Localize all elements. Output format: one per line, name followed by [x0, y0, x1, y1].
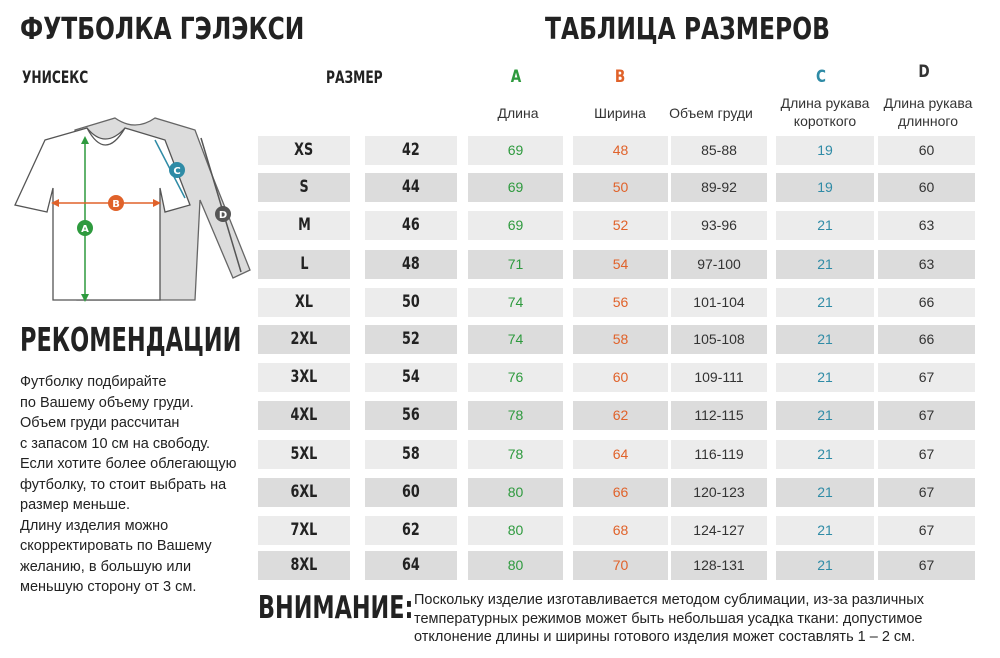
cell-eu-text: 62	[402, 520, 420, 540]
cell-size-text: 5XL	[290, 444, 318, 464]
cell-a: 69	[468, 173, 563, 202]
cell-chest: 93-96	[671, 211, 767, 240]
reco-line: с запасом 10 см на свободу.	[20, 435, 211, 452]
cell-b: 68	[573, 516, 668, 545]
cell-a: 80	[468, 551, 563, 580]
cell-size-text: L	[299, 254, 309, 274]
recommendations-text	[20, 372, 260, 598]
cell-eu	[365, 363, 457, 392]
cell-size	[258, 325, 350, 354]
reco-line: размер меньше.	[20, 497, 131, 513]
cell-a: 71	[468, 250, 563, 279]
cell-eu-text: 42	[402, 140, 420, 160]
reco-line: меньшую сторону от 3 см.	[20, 579, 197, 595]
cell-c: 21	[776, 288, 874, 317]
cell-eu-text: 52	[402, 329, 420, 349]
cell-size	[258, 288, 350, 317]
cell-d: 60	[878, 136, 975, 165]
cell-eu-text: 54	[402, 367, 420, 387]
marker-a-label: A	[81, 224, 89, 235]
reco-line: футболку, то стоит выбрать на	[20, 476, 227, 493]
cell-d: 63	[878, 250, 975, 279]
cell-d: 66	[878, 325, 975, 354]
cell-size-text: 2XL	[290, 329, 318, 349]
cell-d: 67	[878, 551, 975, 580]
column-b-header: Ширина	[594, 105, 646, 121]
column-a-letter: A	[510, 67, 522, 87]
size-column-header: РАЗМЕР	[326, 68, 383, 88]
cell-eu	[365, 440, 457, 469]
cell-c: 19	[776, 173, 874, 202]
cell-d: 67	[878, 363, 975, 392]
cell-b: 70	[573, 551, 668, 580]
cell-c: 21	[776, 478, 874, 507]
cell-size-text: S	[299, 177, 309, 197]
column-a-header: Длина	[497, 105, 539, 121]
cell-eu-text: 58	[402, 444, 420, 464]
cell-eu-text: 48	[402, 254, 420, 274]
cell-d: 67	[878, 401, 975, 430]
cell-eu	[365, 288, 457, 317]
cell-c: 21	[776, 325, 874, 354]
cell-b: 62	[573, 401, 668, 430]
cell-a: 74	[468, 325, 563, 354]
cell-c: 21	[776, 363, 874, 392]
cell-d: 67	[878, 440, 975, 469]
marker-c-label: C	[173, 166, 181, 177]
cell-size	[258, 401, 350, 430]
cell-c: 19	[776, 136, 874, 165]
cell-eu	[365, 136, 457, 165]
cell-size	[258, 173, 350, 202]
cell-eu-text: 50	[402, 292, 420, 312]
cell-chest: 116-119	[671, 440, 767, 469]
cell-eu-text: 44	[402, 177, 420, 197]
cell-eu	[365, 211, 457, 240]
cell-c: 21	[776, 551, 874, 580]
cell-size-text: 6XL	[290, 482, 318, 502]
cell-size	[258, 211, 350, 240]
cell-size-text: 7XL	[290, 520, 318, 540]
cell-b: 50	[573, 173, 668, 202]
column-d-letter: D	[918, 62, 930, 82]
cell-b: 54	[573, 250, 668, 279]
cell-size-text: 4XL	[290, 405, 318, 425]
cell-eu	[365, 551, 457, 580]
cell-a: 76	[468, 363, 563, 392]
cell-eu-text: 64	[402, 555, 420, 575]
cell-chest: 97-100	[671, 250, 767, 279]
cell-a: 78	[468, 440, 563, 469]
warning-line: температурных режимов может быть небольшая усадка ткани: допустимое	[414, 610, 923, 627]
cell-eu	[365, 401, 457, 430]
cell-b: 48	[573, 136, 668, 165]
cell-chest: 85-88	[671, 136, 767, 165]
product-title: ФУТБОЛКА ГЭЛЭКСИ	[20, 12, 305, 47]
cell-chest: 109-111	[671, 363, 767, 392]
cell-size-text: XL	[295, 292, 313, 312]
cell-size	[258, 551, 350, 580]
cell-c: 21	[776, 516, 874, 545]
warning-line: Поскольку изделие изготавливается методом сублимации, из-за различных	[414, 592, 924, 608]
reco-line: Футболку подбирайте	[20, 374, 167, 390]
cell-d: 67	[878, 516, 975, 545]
cell-chest: 120-123	[671, 478, 767, 507]
marker-d-label: D	[218, 210, 228, 221]
cell-c: 21	[776, 440, 874, 469]
unisex-label: УНИСЕКС	[22, 68, 89, 88]
cell-size-text: 8XL	[290, 555, 318, 575]
cell-chest: 89-92	[671, 173, 767, 202]
reco-line: скорректировать по Вашему	[20, 538, 212, 554]
cell-size	[258, 440, 350, 469]
reco-line: по Вашему объему груди.	[20, 394, 194, 411]
cell-size-text: 3XL	[290, 367, 318, 387]
cell-b: 64	[573, 440, 668, 469]
cell-b: 58	[573, 325, 668, 354]
cell-eu	[365, 325, 457, 354]
cell-b: 66	[573, 478, 668, 507]
cell-eu	[365, 250, 457, 279]
cell-d: 66	[878, 288, 975, 317]
cell-size-text: M	[297, 215, 311, 235]
reco-line: желанию, в большую или	[20, 558, 192, 575]
cell-size	[258, 136, 350, 165]
size-table-title: ТАБЛИЦА РАЗМЕРОВ	[545, 12, 830, 47]
cell-a: 80	[468, 516, 563, 545]
warning-line: отклонение длины и ширины готового изделия может составлять 1 – 2 см.	[414, 629, 916, 645]
cell-size	[258, 478, 350, 507]
cell-eu-text: 46	[402, 215, 420, 235]
column-c-header: Длина рукава короткого	[780, 95, 870, 129]
warning-text	[414, 591, 994, 647]
cell-eu-text: 56	[402, 405, 420, 425]
cell-size	[258, 516, 350, 545]
reco-line: Длину изделия можно	[20, 517, 169, 534]
cell-eu	[365, 516, 457, 545]
cell-a: 69	[468, 136, 563, 165]
cell-a: 80	[468, 478, 563, 507]
cell-eu	[365, 478, 457, 507]
cell-b: 52	[573, 211, 668, 240]
column-d-header: Длина рукава длинного	[883, 95, 973, 129]
warning-label: ВНИМАНИЕ:	[258, 590, 414, 626]
cell-b: 60	[573, 363, 668, 392]
cell-chest: 128-131	[671, 551, 767, 580]
column-b-letter: B	[614, 67, 626, 87]
cell-chest: 112-115	[671, 401, 767, 430]
cell-size	[258, 250, 350, 279]
cell-c: 21	[776, 211, 874, 240]
cell-b: 56	[573, 288, 668, 317]
recommendations-title: РЕКОМЕНДАЦИИ	[20, 320, 242, 359]
cell-a: 69	[468, 211, 563, 240]
cell-size-text: XS	[294, 140, 314, 160]
cell-chest: 124-127	[671, 516, 767, 545]
reco-line: Объем груди рассчитан	[20, 415, 180, 431]
cell-d: 63	[878, 211, 975, 240]
cell-d: 67	[878, 478, 975, 507]
cell-size	[258, 363, 350, 392]
cell-eu	[365, 173, 457, 202]
cell-d: 60	[878, 173, 975, 202]
cell-chest: 101-104	[671, 288, 767, 317]
cell-a: 74	[468, 288, 563, 317]
cell-chest: 105-108	[671, 325, 767, 354]
column-chest-header: Объем груди	[669, 105, 753, 121]
cell-c: 21	[776, 250, 874, 279]
cell-a: 78	[468, 401, 563, 430]
column-c-letter: C	[816, 67, 826, 87]
cell-eu-text: 60	[402, 482, 420, 502]
cell-c: 21	[776, 401, 874, 430]
tshirt-diagram	[5, 110, 260, 310]
marker-b-label: B	[112, 199, 120, 210]
reco-line: Если хотите более облегающую	[20, 456, 237, 472]
